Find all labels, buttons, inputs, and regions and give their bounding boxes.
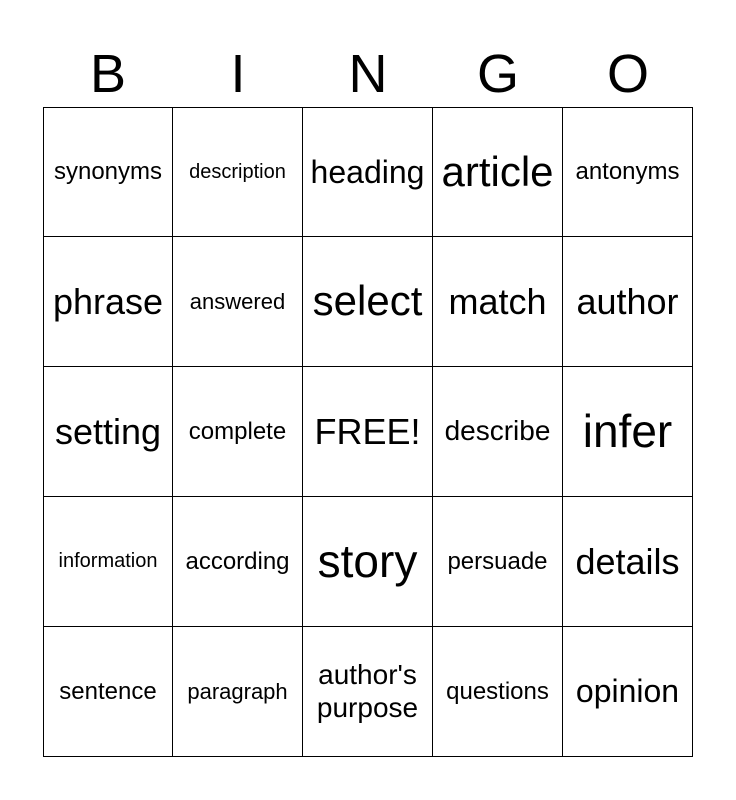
bingo-cell[interactable]: antonyms: [563, 107, 693, 237]
header-letter-g: G: [476, 44, 519, 104]
bingo-header: [43, 40, 693, 108]
bingo-cell[interactable]: complete: [173, 367, 303, 497]
bingo-cell[interactable]: phrase: [43, 237, 173, 367]
bingo-cell[interactable]: questions: [433, 627, 563, 757]
bingo-cell[interactable]: persuade: [433, 497, 563, 627]
bingo-cell[interactable]: information: [43, 497, 173, 627]
bingo-cell[interactable]: according: [173, 497, 303, 627]
bingo-cell[interactable]: select: [303, 237, 433, 367]
bingo-cell[interactable]: description: [173, 107, 303, 237]
bingo-cell[interactable]: story: [303, 497, 433, 627]
free-space-cell[interactable]: FREE!: [303, 367, 433, 497]
header-letter-i: I: [230, 44, 246, 104]
bingo-cell[interactable]: opinion: [563, 627, 693, 757]
bingo-cell[interactable]: sentence: [43, 627, 173, 757]
bingo-cell[interactable]: describe: [433, 367, 563, 497]
header-letter-o: O: [606, 44, 649, 104]
bingo-cell[interactable]: author's purpose: [303, 627, 433, 757]
bingo-cell[interactable]: details: [563, 497, 693, 627]
bingo-cell[interactable]: synonyms: [43, 107, 173, 237]
bingo-cell[interactable]: setting: [43, 367, 173, 497]
bingo-cell[interactable]: heading: [303, 107, 433, 237]
bingo-cell[interactable]: match: [433, 237, 563, 367]
bingo-cell[interactable]: article: [433, 107, 563, 237]
bingo-card: [43, 107, 693, 757]
bingo-cell[interactable]: infer: [563, 367, 693, 497]
bingo-cell[interactable]: answered: [173, 237, 303, 367]
header-letter-b: B: [89, 44, 127, 104]
bingo-cell[interactable]: paragraph: [173, 627, 303, 757]
header-letter-n: N: [348, 44, 388, 104]
bingo-cell[interactable]: author: [563, 237, 693, 367]
